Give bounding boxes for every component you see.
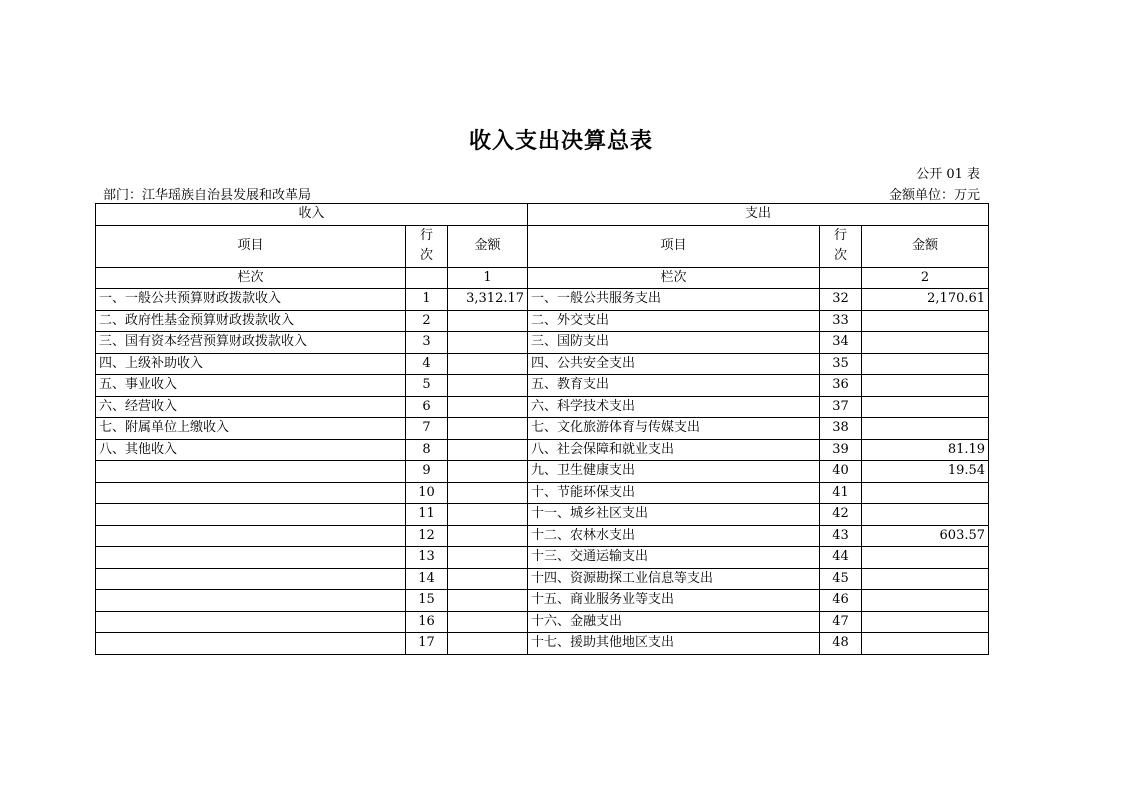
table-row bbox=[96, 375, 989, 397]
income-amount-cell bbox=[448, 547, 528, 569]
expense-amount-cell bbox=[862, 353, 989, 375]
income-amount-cell bbox=[448, 375, 528, 397]
income-amount-cell bbox=[448, 439, 528, 461]
income-item-cell bbox=[96, 611, 406, 633]
table-row bbox=[96, 461, 989, 483]
income-amount-cell bbox=[448, 418, 528, 440]
table-row bbox=[96, 396, 989, 418]
header-row-column-index bbox=[96, 267, 989, 289]
income-line-cell: 10 bbox=[406, 482, 448, 504]
table-row bbox=[96, 633, 989, 655]
income-amount-cell bbox=[448, 310, 528, 332]
expense-line-cell: 37 bbox=[820, 396, 862, 418]
form-number: 公开 01 表 bbox=[916, 167, 980, 182]
expense-item-cell: 三、国防支出 bbox=[528, 332, 820, 354]
unit-label: 金额单位：万元 bbox=[888, 188, 980, 203]
expense-amount-cell bbox=[862, 568, 989, 590]
income-item-cell: 六、经营收入 bbox=[96, 396, 406, 418]
expense-line-header bbox=[820, 225, 862, 267]
expense-amount-cell bbox=[862, 482, 989, 504]
income-amount-cell bbox=[448, 633, 528, 655]
income-amount-header: 金额 bbox=[448, 225, 528, 267]
expense-col-label: 栏次 bbox=[528, 267, 820, 289]
expense-line-cell: 36 bbox=[820, 375, 862, 397]
income-col-label: 栏次 bbox=[96, 267, 406, 289]
income-amount-cell bbox=[448, 568, 528, 590]
expense-line-cell: 34 bbox=[820, 332, 862, 354]
table-row bbox=[96, 547, 989, 569]
income-amount-cell bbox=[448, 590, 528, 612]
table-row bbox=[96, 568, 989, 590]
expense-item-cell: 二、外交支出 bbox=[528, 310, 820, 332]
expense-amount-cell bbox=[862, 633, 989, 655]
income-amount-cell bbox=[448, 504, 528, 526]
income-amount-cell: 3,312.17 bbox=[448, 289, 528, 311]
income-item-cell bbox=[96, 590, 406, 612]
income-item-cell bbox=[96, 461, 406, 483]
expense-amount-cell: 2,170.61 bbox=[862, 289, 989, 311]
expense-line-cell: 38 bbox=[820, 418, 862, 440]
expense-amount-cell: 19.54 bbox=[862, 461, 989, 483]
income-item-cell: 八、其他收入 bbox=[96, 439, 406, 461]
expense-item-cell: 十五、商业服务业等支出 bbox=[528, 590, 820, 612]
expense-line-cell: 44 bbox=[820, 547, 862, 569]
income-line-cell: 13 bbox=[406, 547, 448, 569]
page-title: 收入支出决算总表 bbox=[468, 129, 653, 154]
income-item-header: 项目 bbox=[96, 225, 406, 267]
expense-amount-cell bbox=[862, 611, 989, 633]
expense-col-index: 2 bbox=[862, 267, 989, 289]
expense-amount-cell bbox=[862, 418, 989, 440]
income-item-cell bbox=[96, 504, 406, 526]
income-item-cell: 七、附属单位上缴收入 bbox=[96, 418, 406, 440]
expense-item-cell: 十三、交通运输支出 bbox=[528, 547, 820, 569]
expense-item-cell: 十六、金融支出 bbox=[528, 611, 820, 633]
income-line-cell: 8 bbox=[406, 439, 448, 461]
expense-amount-cell bbox=[862, 332, 989, 354]
income-item-cell: 一、一般公共预算财政拨款收入 bbox=[96, 289, 406, 311]
income-amount-cell bbox=[448, 525, 528, 547]
expense-line-cell: 45 bbox=[820, 568, 862, 590]
expense-item-cell: 十二、农林水支出 bbox=[528, 525, 820, 547]
expense-amount-cell bbox=[862, 396, 989, 418]
income-amount-cell bbox=[448, 396, 528, 418]
income-line-cell: 12 bbox=[406, 525, 448, 547]
expense-item-cell: 七、文化旅游体育与传媒支出 bbox=[528, 418, 820, 440]
income-line-cell: 4 bbox=[406, 353, 448, 375]
expense-line-cell: 43 bbox=[820, 525, 862, 547]
expense-section-header: 支出 bbox=[528, 204, 989, 226]
income-line-cell: 2 bbox=[406, 310, 448, 332]
expense-col-line-empty bbox=[820, 267, 862, 289]
income-item-cell: 三、国有资本经营预算财政拨款收入 bbox=[96, 332, 406, 354]
expense-amount-cell bbox=[862, 310, 989, 332]
department-label: 部门：江华瑶族自治县发展和改革局 bbox=[103, 188, 312, 203]
expense-line-cell: 46 bbox=[820, 590, 862, 612]
income-line-cell: 6 bbox=[406, 396, 448, 418]
income-amount-cell bbox=[448, 611, 528, 633]
header-row-columns bbox=[96, 225, 989, 267]
table-row bbox=[96, 482, 989, 504]
income-section-header: 收入 bbox=[96, 204, 528, 226]
table-row bbox=[96, 418, 989, 440]
income-line-cell: 14 bbox=[406, 568, 448, 590]
income-line-cell: 3 bbox=[406, 332, 448, 354]
table-row bbox=[96, 332, 989, 354]
expense-item-cell: 九、卫生健康支出 bbox=[528, 461, 820, 483]
expense-line-cell: 40 bbox=[820, 461, 862, 483]
table-row bbox=[96, 353, 989, 375]
expense-item-cell: 一、一般公共服务支出 bbox=[528, 289, 820, 311]
income-line-cell: 7 bbox=[406, 418, 448, 440]
income-line-cell: 1 bbox=[406, 289, 448, 311]
expense-line-cell: 35 bbox=[820, 353, 862, 375]
expense-line-header-text: 行次 bbox=[834, 228, 848, 263]
expense-amount-cell bbox=[862, 375, 989, 397]
table-row bbox=[96, 310, 989, 332]
expense-line-cell: 41 bbox=[820, 482, 862, 504]
expense-item-cell: 六、科学技术支出 bbox=[528, 396, 820, 418]
expense-line-cell: 32 bbox=[820, 289, 862, 311]
income-line-cell: 17 bbox=[406, 633, 448, 655]
income-col-line-empty bbox=[406, 267, 448, 289]
income-line-cell: 9 bbox=[406, 461, 448, 483]
income-item-cell bbox=[96, 547, 406, 569]
expense-amount-header: 金额 bbox=[862, 225, 989, 267]
table-row bbox=[96, 439, 989, 461]
expense-amount-cell bbox=[862, 547, 989, 569]
income-line-cell: 16 bbox=[406, 611, 448, 633]
income-amount-cell bbox=[448, 482, 528, 504]
income-amount-cell bbox=[448, 332, 528, 354]
income-line-cell: 15 bbox=[406, 590, 448, 612]
income-item-cell: 五、事业收入 bbox=[96, 375, 406, 397]
summary-table bbox=[95, 203, 989, 655]
table-row bbox=[96, 504, 989, 526]
income-line-header bbox=[406, 225, 448, 267]
income-amount-cell bbox=[448, 353, 528, 375]
expense-item-header: 项目 bbox=[528, 225, 820, 267]
income-item-cell bbox=[96, 482, 406, 504]
table-row bbox=[96, 525, 989, 547]
income-line-cell: 11 bbox=[406, 504, 448, 526]
income-line-cell: 5 bbox=[406, 375, 448, 397]
expense-amount-cell bbox=[862, 590, 989, 612]
income-item-cell: 四、上级补助收入 bbox=[96, 353, 406, 375]
table-row bbox=[96, 611, 989, 633]
expense-line-cell: 42 bbox=[820, 504, 862, 526]
table-row bbox=[96, 289, 989, 311]
expense-item-cell: 十、节能环保支出 bbox=[528, 482, 820, 504]
expense-amount-cell: 603.57 bbox=[862, 525, 989, 547]
income-item-cell bbox=[96, 633, 406, 655]
expense-amount-cell: 81.19 bbox=[862, 439, 989, 461]
expense-item-cell: 十一、城乡社区支出 bbox=[528, 504, 820, 526]
expense-item-cell: 八、社会保障和就业支出 bbox=[528, 439, 820, 461]
expense-item-cell: 十四、资源勘探工业信息等支出 bbox=[528, 568, 820, 590]
income-item-cell: 二、政府性基金预算财政拨款收入 bbox=[96, 310, 406, 332]
income-amount-cell bbox=[448, 461, 528, 483]
expense-line-cell: 39 bbox=[820, 439, 862, 461]
expense-item-cell: 十七、援助其他地区支出 bbox=[528, 633, 820, 655]
expense-line-cell: 33 bbox=[820, 310, 862, 332]
expense-line-cell: 48 bbox=[820, 633, 862, 655]
income-col-index: 1 bbox=[448, 267, 528, 289]
table-row bbox=[96, 590, 989, 612]
income-line-header-text: 行次 bbox=[420, 228, 434, 263]
expense-item-cell: 四、公共安全支出 bbox=[528, 353, 820, 375]
income-item-cell bbox=[96, 568, 406, 590]
header-row-sections bbox=[96, 204, 989, 226]
expense-item-cell: 五、教育支出 bbox=[528, 375, 820, 397]
expense-amount-cell bbox=[862, 504, 989, 526]
expense-line-cell: 47 bbox=[820, 611, 862, 633]
income-item-cell bbox=[96, 525, 406, 547]
